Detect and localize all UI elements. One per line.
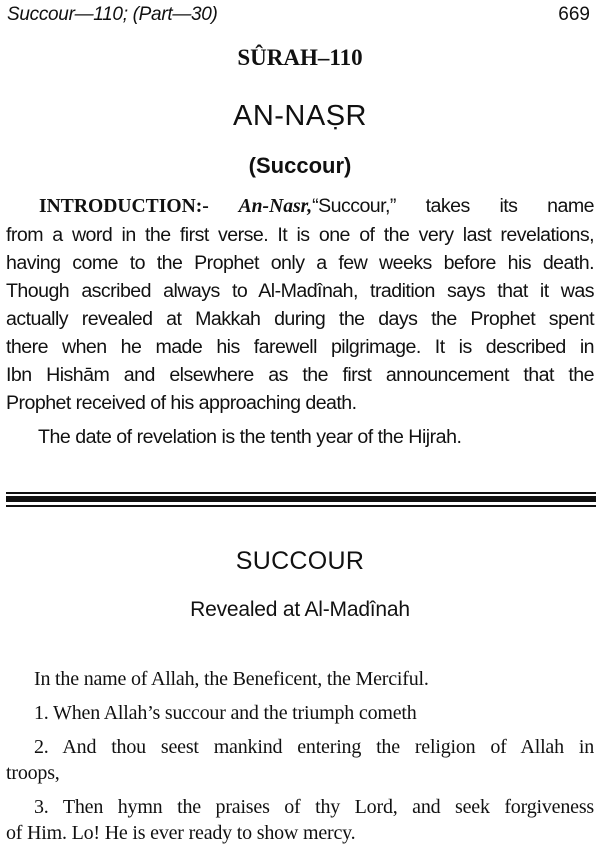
intro-label: INTRODUCTION:- [39, 196, 209, 217]
intro-line: Ibn Hishām and elsewhere as the first announcement that the [6, 364, 594, 386]
intro-line: having come to the Prophet only a few weeks before his death. [6, 252, 594, 274]
running-header [7, 4, 592, 32]
surah-number-heading: SÛRAH–110 [237, 45, 363, 70]
revelation-date-note: The date of revelation is the tenth year of the Hijrah. [38, 426, 462, 448]
intro-line: Though ascribed always to Al-Madînah, tradition says that it was [6, 280, 594, 302]
surah-name-heading: AN-NAṢR [232, 100, 367, 132]
intro-surah-name: An-Nasr, [238, 196, 313, 217]
verse-1: 1. When Allah’s succour and the triumph cometh [34, 702, 417, 724]
divider-thick [6, 496, 596, 502]
section-title: SUCCOUR [235, 547, 365, 575]
section-divider [6, 492, 596, 509]
intro-line-text: “Succour,” takes its name [312, 195, 594, 217]
introduction-paragraph [6, 192, 594, 417]
intro-line: there when he made his farewell pilgrimage. It is described in [6, 336, 594, 358]
revealed-at: Revealed at Al-Madînah [190, 598, 410, 621]
intro-line: Prophet received of his approaching death. [6, 392, 357, 414]
verse-3-line-1: 3. Then hymn the praises of thy Lord, and seek forgiveness [34, 796, 594, 818]
intro-line: from a word in the first verse. It is one of the very last revelations, [6, 224, 594, 246]
divider-thin-bottom [6, 505, 596, 507]
invocation: In the name of Allah, the Beneficent, the Merciful. [34, 668, 429, 690]
page-number: 669 [558, 4, 590, 25]
surah-subtitle: (Succour) [248, 153, 352, 178]
intro-line: actually revealed at Makkah during the days the Prophet spent [6, 308, 594, 330]
intro-line [6, 192, 594, 221]
verse-3-line-2: of Him. Lo! He is ever ready to show mercy. [6, 822, 356, 844]
running-title: Succour—110; (Part—30) [7, 4, 218, 25]
verse-2-line-2: troops, [6, 762, 60, 784]
divider-thin-top [6, 492, 596, 494]
verse-2-line-1: 2. And thou seest mankind entering the religion of Allah in [34, 736, 594, 758]
